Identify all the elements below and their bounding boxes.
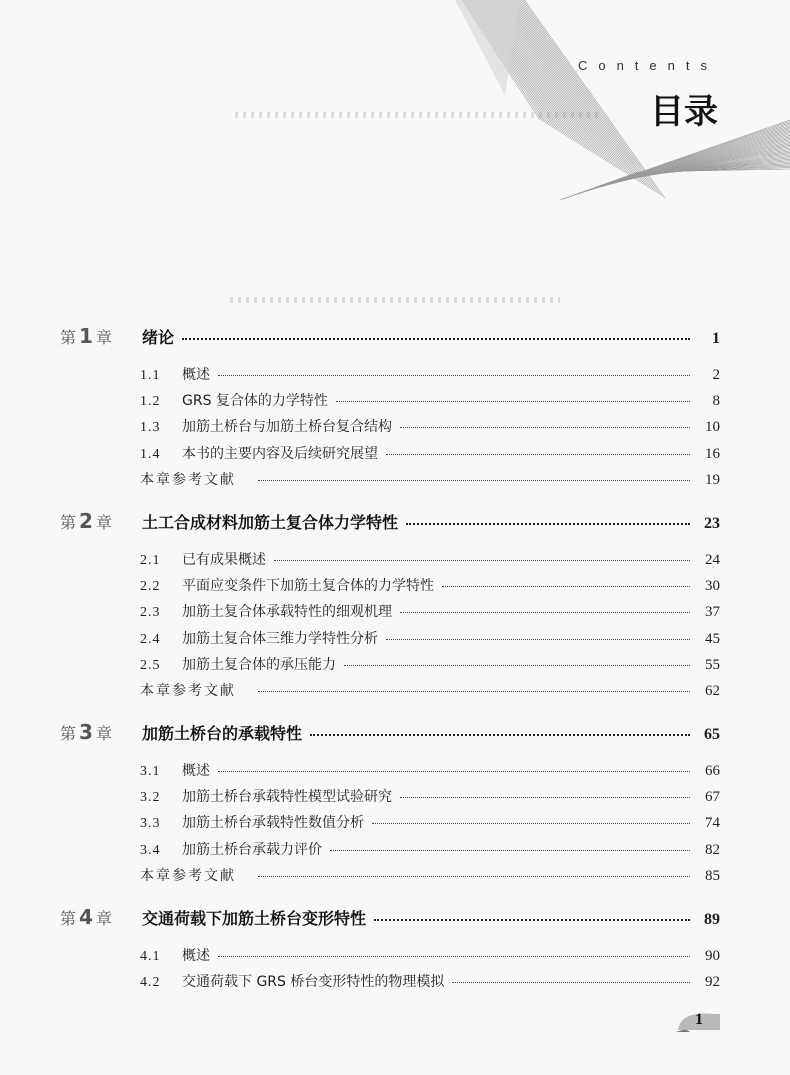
chapter-page-number: 1 [712,330,720,347]
table-of-contents [60,320,720,1007]
references-page-number: 19 [705,471,720,488]
chapter-label-suffix: 章 [95,328,112,347]
section-number: 3.4 [140,842,161,858]
chapter-label [60,509,142,533]
dot-leader [374,918,690,921]
section-page-number: 90 [705,948,720,964]
section-row[interactable] [60,549,720,575]
contents-label: Contents [577,58,718,73]
references-row[interactable] [60,865,720,891]
section-number: 3.1 [140,764,161,780]
dot-leader [218,374,690,376]
section-list [60,354,720,505]
chapter-label-prefix: 第 [60,328,77,347]
section-number: 1.3 [140,420,161,436]
dot-leader [406,522,690,525]
section-number: 3.3 [140,816,161,832]
section-title: 平面应变条件下加筋土复合体的力学特性 [182,578,434,595]
section-list [60,539,720,716]
references-page-number: 62 [705,682,720,699]
chapter-label-prefix: 第 [60,909,77,928]
section-list [60,750,720,901]
section-number: 2.1 [140,552,161,568]
section-page-number: 16 [705,445,720,462]
dot-leader [344,664,690,666]
chapter-number: 4 [79,905,93,929]
chapter-row[interactable] [60,905,720,935]
chapter-title: 交通荷载下加筋土桥台变形特性 [142,909,367,928]
dot-leader [400,796,690,798]
section-row[interactable] [60,390,720,416]
section-title: 已有成果概述 [182,551,266,568]
page-number: 1 [695,1011,703,1028]
page-title: 目录 [650,92,718,132]
section-page-number: 55 [705,656,720,673]
section-number: 1.2 [140,394,161,410]
section-title: 加筋土桥台承载特性模型试验研究 [182,789,392,806]
references-page-number: 85 [705,867,720,884]
section-row[interactable] [60,443,720,469]
section-title: GRS 复合体的力学特性 [182,393,328,410]
section-row[interactable] [60,416,720,442]
chapter-page-number: 89 [704,911,720,928]
section-row[interactable] [60,364,720,390]
section-row[interactable] [60,575,720,601]
section-title: 加筋土复合体的承压能力 [182,656,336,673]
section-title: 交通荷载下 GRS 桥台变形特性的物理模拟 [182,974,445,991]
dot-leader [442,585,690,587]
section-number: 2.2 [140,579,161,595]
dot-leader [218,770,690,772]
section-page-number: 82 [705,841,720,858]
section-title: 加筋土复合体三维力学特性分析 [182,630,378,647]
chapter-label [60,324,142,348]
section-title: 本书的主要内容及后续研究展望 [182,445,378,462]
dot-leader [452,981,690,983]
chapter-label-suffix: 章 [95,909,112,928]
section-number: 1.1 [140,368,161,383]
section-row[interactable] [60,945,720,971]
dot-leader [258,479,690,481]
chapter-title: 加筋土桥台的承载特性 [142,724,303,744]
chapter-number: 3 [79,720,93,745]
section-title: 概述 [182,948,210,964]
section-title: 加筋土桥台与加筋土桥台复合结构 [182,419,392,436]
references-row[interactable] [60,680,720,706]
dot-leader [258,690,690,692]
dot-leader [218,955,690,957]
section-number: 4.2 [140,975,161,991]
chapter-number: 1 [79,324,93,348]
dot-leader [386,638,690,640]
section-page-number: 2 [712,367,720,383]
section-number: 2.5 [140,657,161,673]
section-row[interactable] [60,812,720,838]
section-page-number: 10 [705,419,720,436]
dot-leader [336,400,690,402]
chapter-label [60,720,142,744]
section-number: 4.1 [140,949,161,964]
section-page-number: 24 [705,551,720,568]
section-title: 加筋土桥台承载特性数值分析 [182,815,364,832]
chapter-title: 土工合成材料加筋土复合体力学特性 [142,512,399,532]
chapter-label-prefix: 第 [60,512,77,532]
dot-leader [182,337,690,340]
section-row[interactable] [60,839,720,865]
dot-leader [258,875,690,877]
section-title: 概述 [182,763,210,780]
section-row[interactable] [60,786,720,812]
section-title: 概述 [182,367,210,383]
section-page-number: 30 [705,578,720,595]
section-number: 2.4 [140,631,161,647]
section-page-number: 37 [705,604,720,621]
dot-leader [330,849,690,851]
chapter-page-number: 23 [704,514,720,532]
dot-leader [274,559,690,561]
section-number: 1.4 [140,446,161,462]
section-page-number: 45 [705,630,720,647]
references-title: 本章参考文献 [140,682,236,699]
section-row[interactable] [60,601,720,627]
section-row[interactable] [60,760,720,786]
section-page-number: 74 [705,815,720,832]
dot-leader [400,611,690,613]
section-list [60,935,720,1007]
dot-leader [372,822,690,824]
section-page-number: 8 [712,393,720,410]
chapter-number: 2 [79,508,93,533]
references-title: 本章参考文献 [140,867,236,884]
chapter-label-suffix: 章 [95,512,112,532]
section-page-number: 66 [705,763,720,780]
section-row[interactable] [60,654,720,680]
section-page-number: 67 [705,789,720,806]
section-number: 2.3 [140,605,161,621]
chapter-row[interactable] [60,509,720,539]
dot-leader [400,426,690,428]
references-title: 本章参考文献 [140,471,236,488]
references-row[interactable] [60,469,720,495]
section-number: 3.2 [140,790,161,806]
page-number-badge [676,1008,722,1032]
section-row[interactable] [60,628,720,654]
dot-leader [310,733,690,736]
chapter-label-suffix: 章 [95,724,112,744]
dot-leader [386,453,690,455]
chapter-row[interactable] [60,720,720,750]
chapter-title: 绪论 [142,328,175,347]
chapter-label [60,905,142,929]
chapter-label-prefix: 第 [60,724,77,744]
section-title: 加筋土复合体承载特性的细观机理 [182,604,392,621]
section-page-number: 92 [705,974,720,991]
section-title: 加筋土桥台承载力评价 [182,841,322,858]
section-row[interactable] [60,971,720,997]
chapter-row[interactable] [60,324,720,354]
chapter-page-number: 65 [704,726,720,744]
